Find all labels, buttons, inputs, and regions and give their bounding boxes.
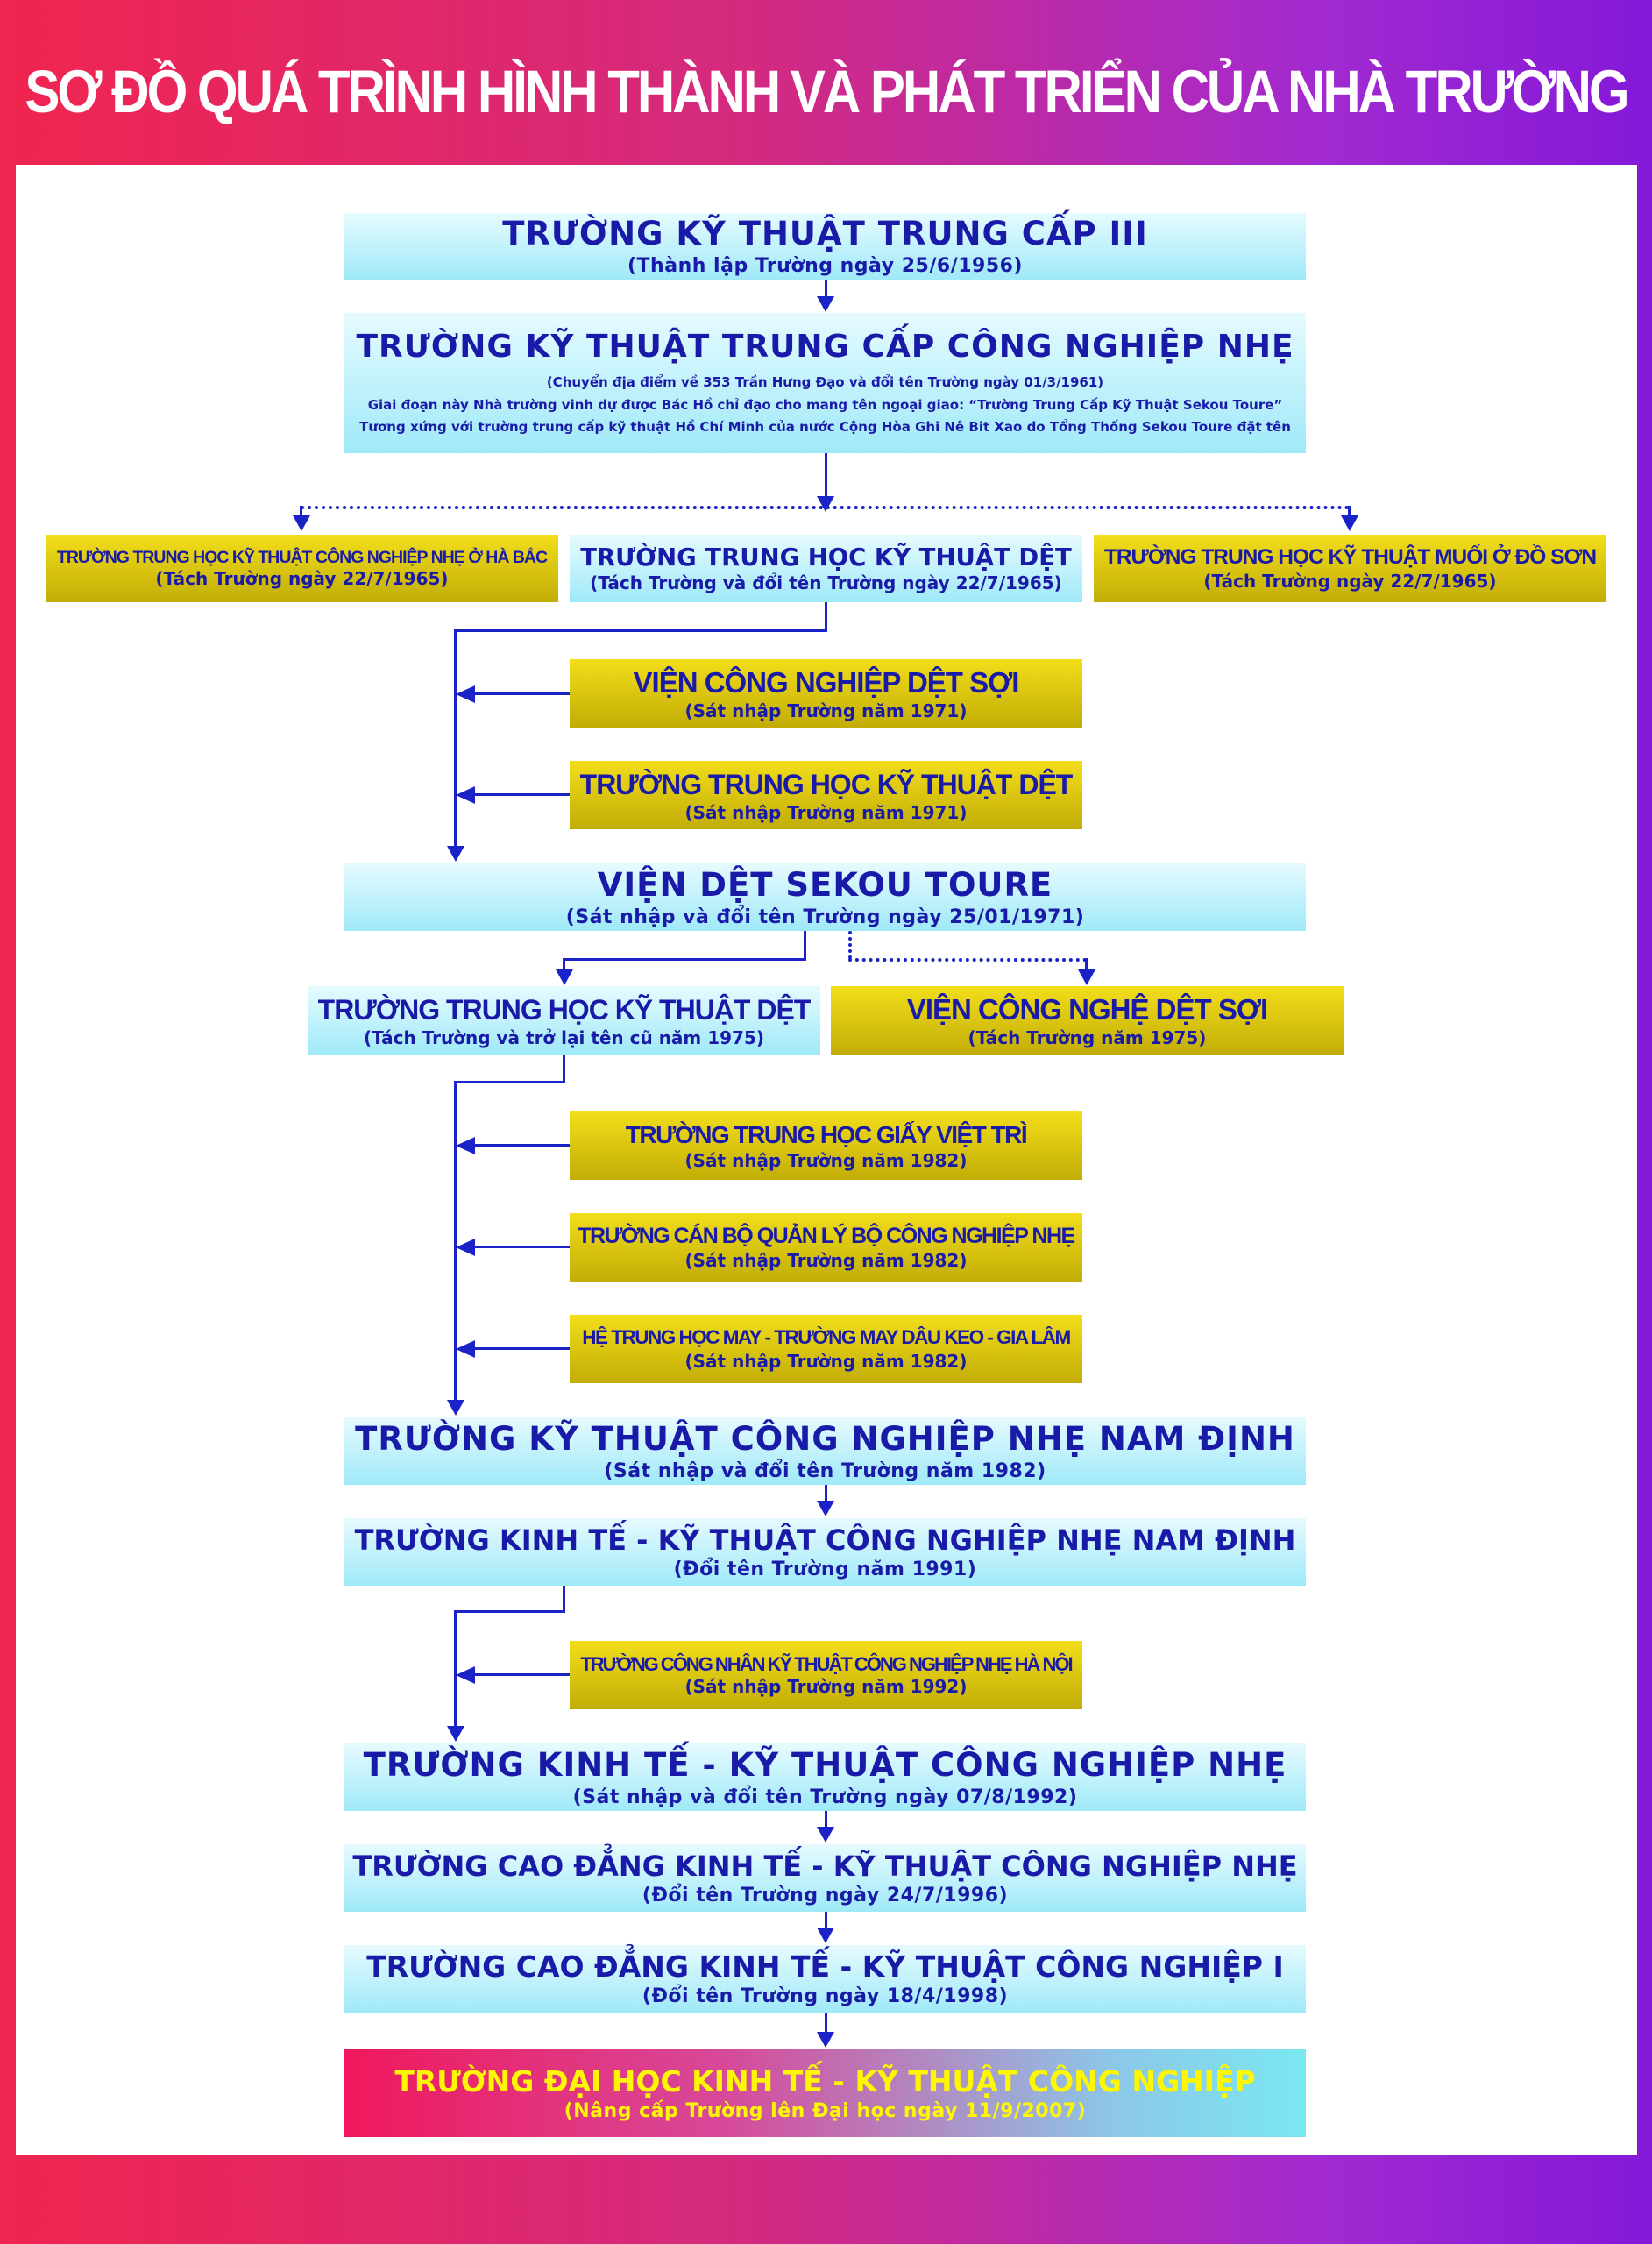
node-truong-trung-hoc-ky-thuat-det-1975	[308, 986, 820, 1055]
arrow-head-icon	[293, 515, 310, 531]
node-truong-kinh-te-ky-thuat-cong-nghiep-nhe	[344, 1743, 1306, 1811]
node-vien-det-sekou-toure	[344, 863, 1306, 931]
node-note: (Tách Trường và đổi tên Trường ngày 22/7/1965)	[590, 572, 1062, 594]
node-truong-trung-hoc-ky-thuat-det-1971	[570, 761, 1082, 829]
node-note-1: (Chuyển địa điểm về 353 Trần Hưng Đạo và đổi tên Trường ngày 01/3/1961)	[546, 374, 1104, 391]
node-name: TRƯỜNG TRUNG HỌC KỸ THUẬT MUỐI Ở ĐỒ SƠN	[1103, 544, 1597, 569]
connector-m4-merge	[473, 1246, 570, 1248]
connector-n4-down	[804, 931, 806, 960]
connector-n6-n7	[825, 1485, 827, 1502]
node-name: TRƯỜNG TRUNG HỌC KỸ THUẬT DỆT	[317, 993, 811, 1026]
page-title	[0, 17, 1652, 168]
node-truong-trung-hoc-ky-thuat-det-1965	[570, 535, 1082, 602]
node-note: (Sát nhập và đổi tên Trường ngày 07/8/1992)	[572, 1786, 1078, 1808]
arrow-head-icon	[447, 1400, 464, 1416]
connector-m5-merge	[473, 1347, 570, 1350]
node-note: (Sát nhập Trường năm 1971)	[684, 801, 968, 823]
node-note: (Sát nhập Trường năm 1982)	[684, 1350, 968, 1372]
node-vien-cong-nghiep-det-soi	[570, 659, 1082, 728]
node-note: (Nâng cấp Trường lên Đại học ngày 11/9/2007)	[564, 2099, 1087, 2122]
arrow-left-icon	[456, 1340, 475, 1358]
node-truong-ky-thuat-trung-cap-iii	[344, 213, 1306, 280]
page-title-text: SƠ ĐỒ QUÁ TRÌNH HÌNH THÀNH VÀ PHÁT TRIỂN CỦA NHÀ TRƯỜNG	[25, 57, 1627, 125]
node-vien-cong-nghe-det-soi	[831, 986, 1344, 1055]
connector-merge-horizontal-1982	[455, 1081, 565, 1083]
node-name: TRƯỜNG CÁN BỘ QUẢN LÝ BỘ CÔNG NGHIỆP NHẸ	[578, 1223, 1074, 1248]
node-truong-cao-dang-cong-nghiep-nhe	[344, 1844, 1306, 1912]
connector-m1-merge	[473, 692, 570, 695]
connector-n10-n11	[825, 2013, 827, 2034]
node-he-trung-hoc-may	[570, 1315, 1082, 1383]
node-truong-kinh-te-ky-thuat-nam-dinh	[344, 1518, 1306, 1586]
connector-n8-n9	[825, 1811, 827, 1829]
connector-m6-merge	[473, 1673, 570, 1676]
node-note: (Sát nhập Trường năm 1971)	[684, 700, 968, 722]
arrow-head-icon	[556, 969, 573, 985]
arrow-head-icon	[447, 1726, 464, 1742]
arrow-left-icon	[456, 786, 475, 804]
node-truong-cao-dang-cong-nghiep-i	[344, 1945, 1306, 2013]
node-name: TRƯỜNG KỸ THUẬT TRUNG CẤP CÔNG NGHIỆP NHẸ	[356, 329, 1294, 366]
arrow-left-icon	[456, 1239, 475, 1256]
node-note: (Đổi tên Trường ngày 18/4/1998)	[642, 1985, 1009, 2008]
connector-m3-merge	[473, 1144, 570, 1147]
node-truong-ha-bac	[46, 535, 558, 602]
connector-n3b-down	[825, 602, 827, 630]
node-truong-muoi-do-son	[1094, 535, 1606, 602]
node-note: (Tách Trường ngày 22/7/1965)	[155, 568, 449, 590]
node-name: TRƯỜNG CAO ĐẲNG KINH TẾ - KỸ THUẬT CÔNG NGHIỆP I	[366, 1949, 1284, 1985]
node-name: TRƯỜNG TRUNG HỌC GIẤY VIỆT TRÌ	[625, 1121, 1027, 1148]
node-name: TRƯỜNG KỸ THUẬT CÔNG NGHIỆP NHẸ NAM ĐỊNH	[355, 1419, 1295, 1458]
arrow-head-icon	[1341, 515, 1358, 531]
arrow-head-icon	[817, 1827, 834, 1843]
node-name: TRƯỜNG ĐẠI HỌC KINH TẾ - KỸ THUẬT CÔNG NGHIỆP	[394, 2063, 1256, 2098]
node-name: VIỆN CÔNG NGHỆ DỆT SỢI	[906, 992, 1268, 1026]
arrow-head-icon	[817, 296, 834, 312]
node-note-2: Giai đoạn này Nhà trường vinh dự được Bác Hồ chỉ đạo cho mang tên ngoại giao: “Trường Trung Cấp Kỹ Thuật Sekou Toure”	[367, 396, 1283, 413]
node-note: (Tách Trường ngày 22/7/1965)	[1203, 571, 1497, 593]
node-name: TRƯỜNG KỸ THUẬT TRUNG CẤP III	[502, 215, 1148, 253]
connector-n4-n5a-horizontal	[564, 958, 806, 961]
node-note: (Sát nhập và đổi tên Trường năm 1982)	[604, 1459, 1046, 1482]
node-note: (Sát nhập Trường năm 1982)	[684, 1250, 968, 1272]
node-truong-cong-nhan-ky-thuat-ha-noi	[570, 1641, 1082, 1709]
connector-merge-horizontal-1971	[455, 629, 827, 632]
node-truong-trung-hoc-giay-viet-tri	[570, 1111, 1082, 1180]
arrow-left-icon	[456, 1666, 475, 1684]
node-note: (Thành lập Trường ngày 25/6/1956)	[627, 255, 1023, 278]
node-name: TRƯỜNG KINH TẾ - KỸ THUẬT CÔNG NGHIỆP NHẸ NAM ĐỊNH	[354, 1523, 1296, 1557]
arrow-head-icon	[817, 2032, 834, 2048]
node-name: TRƯỜNG CÔNG NHÂN KỸ THUẬT CÔNG NGHIỆP NHẸ HÀ NỘI	[580, 1652, 1072, 1675]
connector-merge-vertical-1971	[454, 629, 457, 849]
node-name: TRƯỜNG TRUNG HỌC KỸ THUẬT CÔNG NGHIỆP NHẸ Ở HÀ BẮC	[56, 547, 548, 567]
node-note: (Sát nhập và đổi tên Trường ngày 25/01/1971)	[565, 905, 1085, 928]
connector-n9-n10	[825, 1912, 827, 1929]
node-note-3: Tương xứng với trường trung cấp kỹ thuật Hồ Chí Minh của nước Cộng Hòa Ghi Nê Bit Xao do Tổng Thống Sekou Toure đặt tên	[359, 419, 1291, 436]
connector-m2-merge	[473, 793, 570, 796]
node-note: (Sát nhập Trường năm 1992)	[684, 1676, 968, 1698]
node-note: (Sát nhập Trường năm 1982)	[684, 1150, 968, 1171]
arrow-head-icon	[447, 846, 464, 862]
node-note: (Đổi tên Trường ngày 24/7/1996)	[642, 1884, 1009, 1907]
node-name: VIỆN DỆT SEKOU TOURE	[597, 865, 1053, 904]
node-name: HỆ TRUNG HỌC MAY - TRƯỜNG MAY DÂU KEO - GIA LÂM	[582, 1326, 1070, 1349]
arrow-head-icon	[1078, 969, 1095, 985]
node-truong-ky-thuat-cong-nghiep-nhe-nam-dinh	[344, 1417, 1306, 1485]
node-truong-ky-thuat-trung-cap-cong-nghiep-nhe	[344, 313, 1306, 453]
node-truong-dai-hoc-kinh-te-ky-thuat	[344, 2049, 1306, 2137]
arrow-head-icon	[817, 1928, 834, 1943]
node-note: (Tách Trường và trở lại tên cũ năm 1975)	[363, 1026, 765, 1048]
node-name: TRƯỜNG CAO ĐẲNG KINH TẾ - KỸ THUẬT CÔNG NGHIỆP NHẸ	[352, 1849, 1298, 1883]
node-name: TRƯỜNG TRUNG HỌC KỸ THUẬT DỆT	[580, 543, 1072, 572]
node-name: TRƯỜNG KINH TẾ - KỸ THUẬT CÔNG NGHIỆP NHẸ	[363, 1745, 1287, 1784]
connector-n7-down	[563, 1586, 565, 1612]
node-note: (Đổi tên Trường năm 1991)	[673, 1558, 977, 1580]
node-name: VIỆN CÔNG NGHIỆP DỆT SỢI	[633, 665, 1019, 699]
dotted-branch-n5b-vertical	[848, 931, 852, 959]
arrow-left-icon	[456, 1137, 475, 1154]
node-name: TRƯỜNG TRUNG HỌC KỸ THUẬT DỆT	[579, 768, 1073, 800]
connector-n5a-down	[563, 1055, 565, 1083]
node-note: (Tách Trường năm 1975)	[968, 1027, 1207, 1049]
arrow-left-icon	[456, 685, 475, 703]
dotted-branch-n5b-horizontal	[848, 958, 1087, 962]
arrow-head-icon	[817, 1501, 834, 1516]
connector-merge-horizontal-1992	[455, 1610, 565, 1613]
node-truong-can-bo-quan-ly	[570, 1213, 1082, 1282]
arrow-head-icon	[817, 496, 834, 512]
